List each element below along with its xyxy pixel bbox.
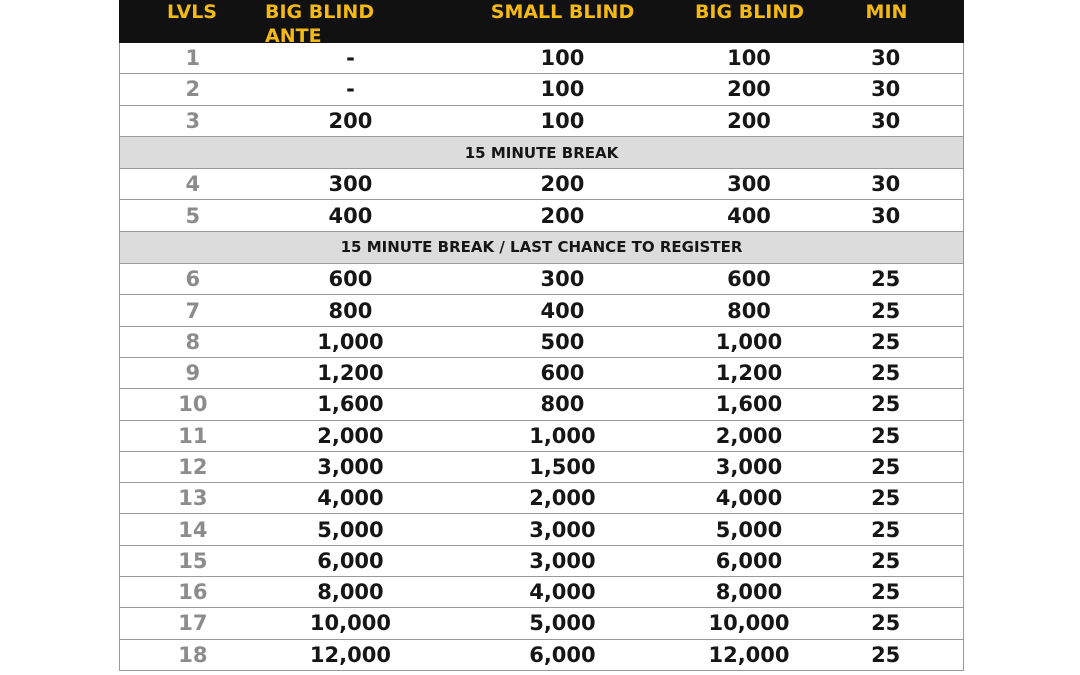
level-cell: 5: [185, 203, 201, 228]
break-row: 15 MINUTE BREAK: [119, 137, 964, 169]
table-row: [119, 74, 964, 105]
header-minutes: MIN: [865, 1, 908, 23]
table-body: [119, 43, 964, 671]
table-row: [119, 200, 964, 231]
minutes-cell: 25: [871, 423, 901, 448]
minutes-cell: 25: [871, 486, 901, 511]
minutes-cell: 25: [871, 580, 901, 605]
minutes-cell: 30: [871, 108, 901, 133]
table-row: [119, 43, 964, 74]
big-blind-ante-cell: 4,000: [317, 486, 384, 511]
minutes-cell: 30: [871, 46, 901, 71]
small-blind-cell: 600: [540, 361, 585, 386]
small-blind-cell: 1,000: [529, 423, 596, 448]
small-blind-cell: 200: [540, 172, 585, 197]
table-row: [119, 577, 964, 608]
table-row: [119, 640, 964, 671]
big-blind-ante-cell: 2,000: [317, 423, 384, 448]
big-blind-cell: 800: [727, 298, 771, 323]
minutes-cell: 25: [871, 298, 901, 323]
table-row: [119, 295, 964, 326]
level-cell: 14: [178, 517, 208, 542]
big-blind-cell: 12,000: [708, 642, 790, 667]
big-blind-ante-cell: 12,000: [309, 642, 391, 667]
level-cell: 13: [178, 486, 208, 511]
big-blind-cell: 200: [727, 108, 771, 133]
big-blind-ante-cell: -: [346, 77, 355, 102]
small-blind-cell: 5,000: [529, 611, 596, 636]
small-blind-cell: 2,000: [529, 486, 596, 511]
minutes-cell: 25: [871, 517, 901, 542]
level-cell: 16: [178, 580, 208, 605]
header-big-blind-ante: BIG BLIND ANTE: [265, 1, 375, 47]
table-row: [119, 264, 964, 295]
minutes-cell: 25: [871, 361, 901, 386]
level-cell: 1: [185, 46, 201, 71]
big-blind-ante-cell: 600: [328, 267, 373, 292]
big-blind-ante-cell: 10,000: [309, 611, 391, 636]
big-blind-cell: 600: [727, 267, 771, 292]
big-blind-ante-cell: 6,000: [317, 548, 384, 573]
table-row: [119, 358, 964, 389]
minutes-cell: 25: [871, 455, 901, 479]
minutes-cell: 25: [871, 329, 901, 354]
big-blind-cell: 1,200: [715, 361, 783, 386]
big-blind-cell: 5,000: [715, 517, 783, 542]
table-header: [119, 0, 964, 47]
small-blind-cell: 100: [540, 108, 585, 133]
small-blind-cell: 400: [540, 298, 585, 323]
header-levels: LVLS: [167, 1, 217, 23]
big-blind-cell: 10,000: [708, 611, 790, 636]
table-row: [119, 421, 964, 452]
minutes-cell: 25: [871, 548, 901, 573]
level-cell: 11: [178, 423, 208, 448]
minutes-cell: 25: [871, 267, 901, 292]
header-small-blind: SMALL BLIND: [490, 1, 635, 23]
table-row: [119, 608, 964, 639]
table-row: [119, 514, 964, 545]
big-blind-ante-cell: 8,000: [317, 580, 384, 605]
big-blind-cell: 3,000: [715, 455, 783, 479]
small-blind-cell: 200: [540, 203, 585, 228]
big-blind-ante-cell: 3,000: [317, 455, 384, 479]
level-cell: 15: [178, 548, 208, 573]
table-row: [119, 327, 964, 358]
minutes-cell: 30: [871, 172, 901, 197]
big-blind-cell: 1,600: [715, 392, 783, 417]
table-row: [119, 546, 964, 577]
level-cell: 18: [178, 642, 208, 667]
big-blind-cell: 1,000: [715, 329, 783, 354]
break-row: 15 MINUTE BREAK / LAST CHANCE TO REGISTER: [119, 232, 964, 264]
big-blind-ante-cell: 1,000: [317, 329, 384, 354]
table-row: [119, 389, 964, 420]
level-cell: 7: [185, 298, 201, 323]
small-blind-cell: 6,000: [529, 642, 596, 667]
level-cell: 2: [185, 77, 201, 102]
small-blind-cell: 3,000: [529, 517, 596, 542]
small-blind-cell: 100: [540, 77, 585, 102]
minutes-cell: 30: [871, 203, 901, 228]
table-row: [119, 483, 964, 514]
minutes-cell: 25: [871, 392, 901, 417]
table-row: [119, 452, 964, 483]
table-row: [119, 106, 964, 137]
small-blind-cell: 300: [540, 267, 585, 292]
level-cell: 6: [185, 267, 201, 292]
big-blind-cell: 8,000: [715, 580, 783, 605]
small-blind-cell: 4,000: [529, 580, 596, 605]
big-blind-ante-cell: 400: [328, 203, 373, 228]
big-blind-cell: 200: [727, 77, 771, 102]
minutes-cell: 25: [871, 642, 901, 667]
small-blind-cell: 800: [540, 392, 585, 417]
small-blind-cell: 1,500: [529, 455, 596, 479]
small-blind-cell: 500: [540, 329, 585, 354]
big-blind-ante-cell: 1,200: [317, 361, 384, 386]
big-blind-cell: 2,000: [715, 423, 783, 448]
small-blind-cell: 3,000: [529, 548, 596, 573]
big-blind-ante-cell: 800: [328, 298, 373, 323]
big-blind-ante-cell: 300: [328, 172, 373, 197]
header-big-blind: BIG BLIND: [694, 1, 805, 23]
big-blind-cell: 300: [727, 172, 771, 197]
level-cell: 17: [178, 611, 208, 636]
big-blind-ante-cell: 1,600: [317, 392, 384, 417]
minutes-cell: 25: [871, 611, 901, 636]
blind-structure-table: [119, 0, 964, 671]
big-blind-cell: 400: [727, 203, 771, 228]
level-cell: 9: [185, 361, 201, 386]
big-blind-cell: 100: [727, 46, 771, 71]
table-row: [119, 169, 964, 200]
level-cell: 4: [185, 172, 201, 197]
big-blind-cell: 4,000: [715, 486, 783, 511]
minutes-cell: 30: [871, 77, 901, 102]
big-blind-cell: 6,000: [715, 548, 783, 573]
big-blind-ante-cell: 5,000: [317, 517, 384, 542]
level-cell: 3: [185, 108, 201, 133]
small-blind-cell: 100: [540, 46, 585, 71]
level-cell: 12: [178, 455, 208, 479]
big-blind-ante-cell: -: [346, 46, 355, 71]
level-cell: 10: [178, 392, 208, 417]
big-blind-ante-cell: 200: [328, 108, 373, 133]
level-cell: 8: [185, 329, 201, 354]
